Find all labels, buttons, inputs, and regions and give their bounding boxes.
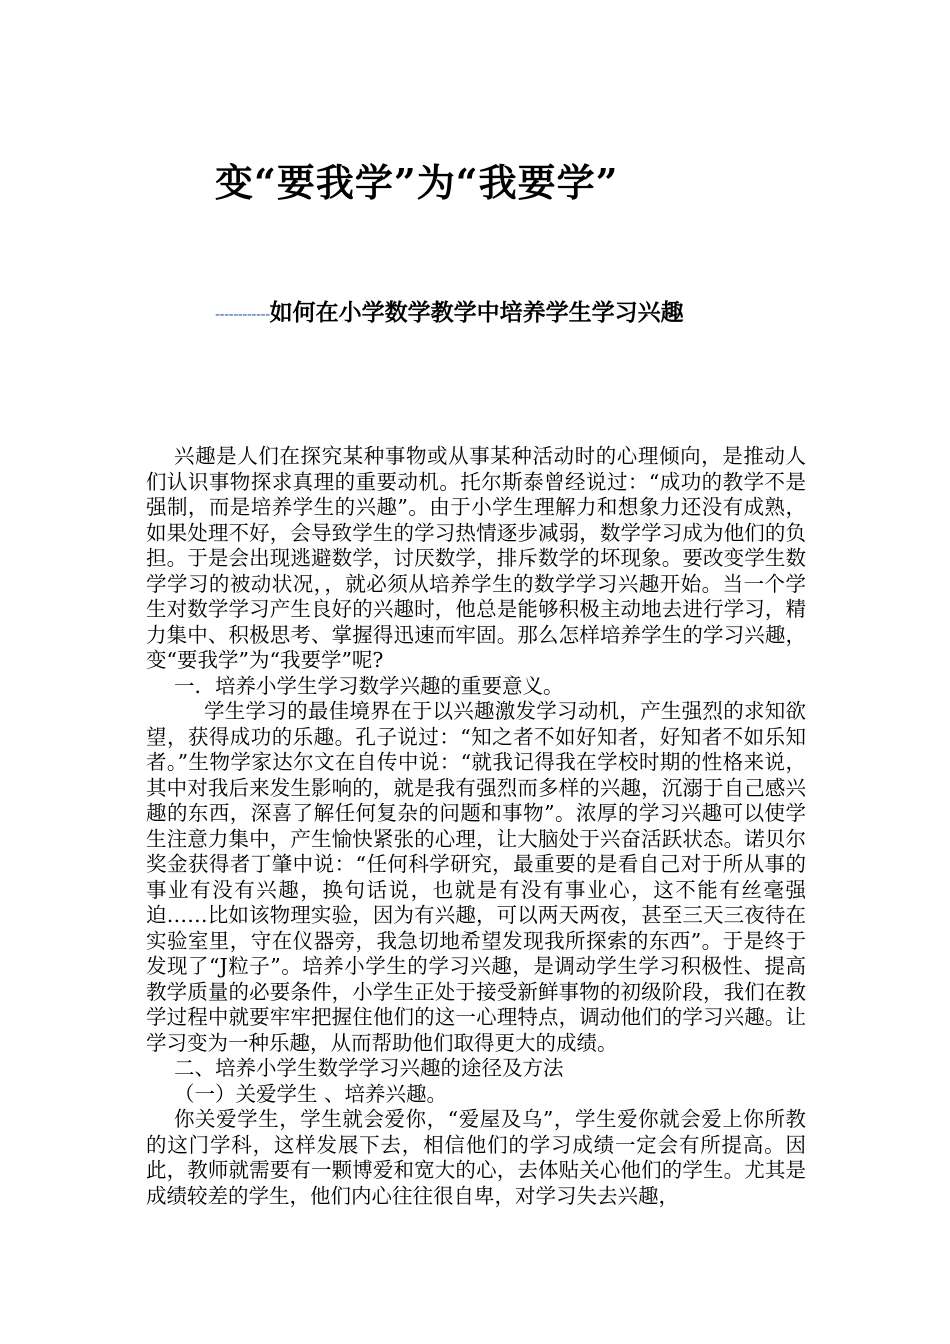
paragraph-care: 你关爱学生，学生就会爱你，“爱屋及乌”，学生爱你就会爱上你所教的这门学科，这样发展下去，相信他们的学习成绩一定会有所提高。因此，教师就需要有一颗博爱和宽大的心，去体贴关心他们的学生。尤其是成绩较差的学生，他们内心往往很自卑，对学习失去兴趣， — [146, 1107, 806, 1208]
paragraph-significance: 学生学习的最佳境界在于以兴趣激发学习动机，产生强烈的求知欲望，获得成功的乐趣。孔子说过：“知之者不如好知者，好知者不如乐知者。”生物学家达尔文在自传中说：“就我记得我在学校时期的性格来说，其中对我后来发生影响的，就是我有强烈而多样的兴趣，沉溺于自己感兴趣的东西，深喜了解任何复杂的问题和事物”。浓厚的学习兴趣可以使学生注意力集中，产生愉快紧张的心理，让大脑处于兴奋活跃状态。诺贝尔奖金获得者丁肇中说：“任何科学研究，最重要的是看自己对于所从事的事业有没有兴趣，换句话说，也就是有没有事业心，这不能有丝毫强迫……比如该物理实验，因为有兴趣，可以两天两夜，甚至三天三夜待在实验室里，守在仪器旁，我急切地希望发现我所探索的东西”。于是终于发现了“J粒子”。培养小学生的学习兴趣，是调动学生学习积极性、提高教学质量的必要条件，小学生正处于接受新鲜事物的初级阶段，我们在教学过程中就要牢牢把握住他们的这一心理特点，调动他们的学习兴趣。让学习变为一种乐趣，从而帮助他们取得更大的成绩。 — [146, 699, 806, 1055]
paragraph-intro: 兴趣是人们在探究某种事物或从事某种活动时的心理倾向，是推动人们认识事物探求真理的重要动机。托尔斯泰曾经说过：“成功的教学不是强制，而是培养学生的兴趣”。由于小学生理解力和想象力还没有成熟，如果处理不好，会导致学生的学习热情逐步减弱，数学学习成为他们的负担。于是会出现逃避数学，讨厌数学，排斥数学的坏现象。要改变学生数学学习的被动状况，，就必须从培养学生的数学学习兴趣开始。当一个学生对数学学习产生良好的兴趣时，他总是能够积极主动地去进行学习，精力集中、积极思考、掌握得迅速而牢固。那么怎样培养学生的学习兴趣，变“要我学”为“我要学”呢? — [146, 444, 806, 672]
document-subtitle — [215, 294, 684, 327]
document-body — [146, 444, 806, 1209]
subtitle-text: 如何在小学数学教学中培养学生学习兴趣 — [269, 300, 684, 326]
section-heading-2: 二、培养小学生数学学习兴趣的途径及方法 — [174, 1056, 564, 1080]
section-heading-1: 一．培养小学生学习数学兴趣的重要意义。 — [174, 673, 564, 698]
subtitle-dash-leader: ------------ — [215, 307, 270, 323]
subsection-heading-1: （一）关爱学生 、培养兴趣。 — [174, 1081, 448, 1106]
document-title: 变“要我学”为“我要学” — [215, 160, 619, 205]
